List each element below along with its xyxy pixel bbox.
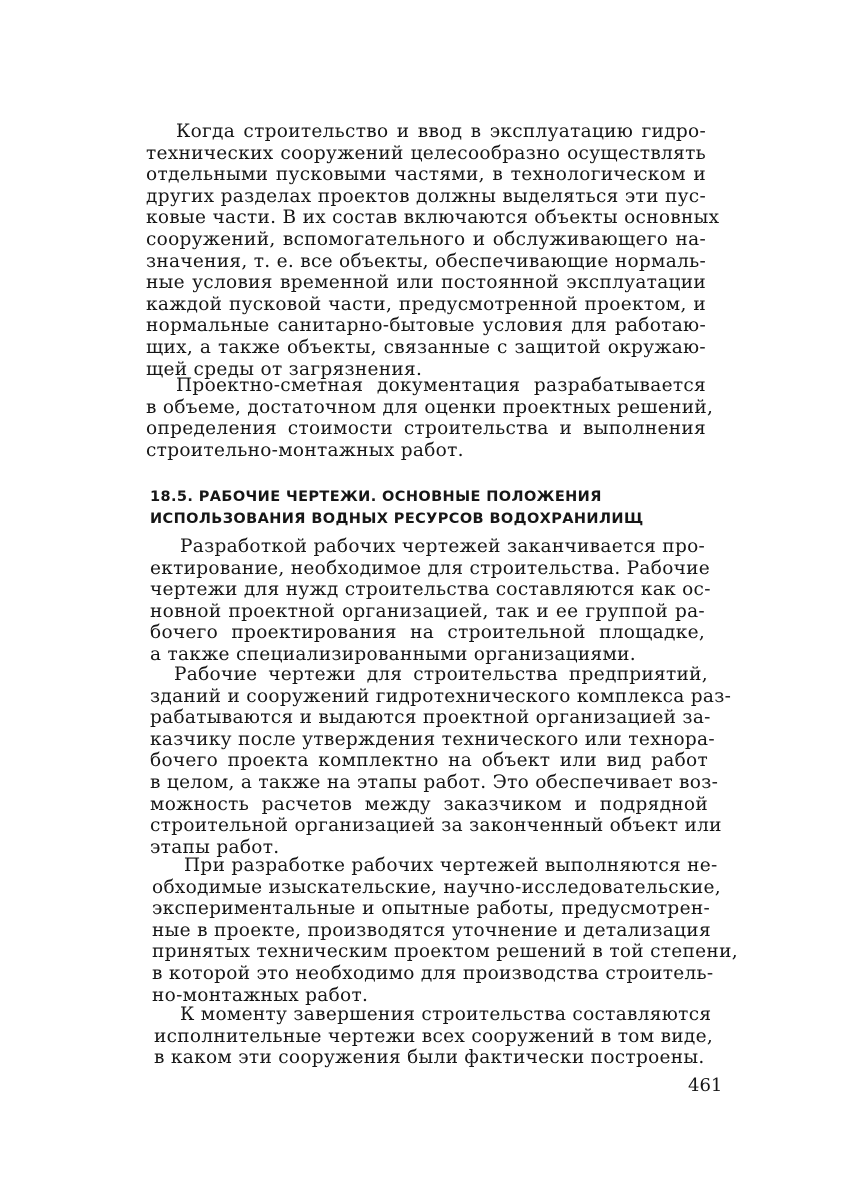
text-line: строительно-монтажных работ. — [146, 439, 464, 461]
text-line: ектирование, необходимое для строительства. Рабочие — [150, 557, 711, 579]
text-line: зданий и сооружений гидротехнического комплекса раз- — [150, 685, 732, 707]
text-line: но-монтажных работ. — [152, 984, 369, 1006]
text-line: каждой пусковой части, предусмотренной проектом, и — [146, 293, 706, 315]
paragraph — [150, 536, 711, 666]
text-line: щей среды от загрязнения. — [146, 358, 423, 380]
text-line: принятых техническим проектом решений в той степени, — [152, 941, 738, 963]
section-heading — [150, 486, 710, 530]
text-line: рабатываются и выдаются проектной организацией за- — [150, 707, 711, 729]
text-line: а также специализированными организациями. — [150, 643, 636, 665]
text-line: новной проектной организацией, так и ее группой ра- — [150, 600, 705, 622]
text-line: чертежи для нужд строительства составляются как ос- — [150, 579, 711, 601]
text-line: При разработке рабочих чертежей выполняются не- — [184, 855, 718, 876]
text-line: Разработкой рабочих чертежей заканчивается про- — [180, 536, 706, 557]
text-line: в объеме, достаточном для оценки проектных решений, — [146, 396, 714, 418]
text-line: в которой это необходимо для производства строитель- — [152, 962, 714, 984]
text-line: казчику после утверждения технического или технора- — [150, 728, 715, 750]
text-line: в каком эти сооружения были фактически построены. — [154, 1047, 705, 1069]
text-line: других разделах проектов должны выделяться эти пус- — [146, 185, 706, 207]
text-line: значения, т. е. все объекты, обеспечивающие нормаль- — [146, 250, 707, 272]
text-line: можность расчетов между заказчиком и подрядной — [150, 793, 708, 815]
text-line: К моменту завершения строительства составляются — [180, 1004, 712, 1025]
paragraph — [146, 121, 720, 380]
text-line: определения стоимости строительства и выполнения — [146, 418, 706, 440]
text-line: бочего проектирования на строительной площадке, — [150, 622, 705, 644]
text-line: Проектно-сметная документация разрабатывается — [176, 375, 706, 396]
text-line: обходимые изыскательские, научно-исследовательские, — [152, 876, 721, 898]
text-line: Когда строительство и ввод в эксплуатацию гидро- — [176, 121, 706, 142]
text-line: нормальные санитарно-бытовые условия для работаю- — [146, 315, 706, 337]
text-line: ковые части. В их состав включаются объекты основных — [146, 207, 720, 229]
text-line: ные условия временной или постоянной эксплуатации — [146, 272, 706, 294]
paragraph — [152, 855, 738, 1006]
text-line: строительной организацией за законченный объект или — [150, 815, 722, 837]
text-line: сооружений, вспомогательного и обслуживающего на- — [146, 228, 706, 250]
text-line: бочего проекта комплектно на объект или вид работ — [150, 750, 708, 772]
text-line: технических сооружений целесообразно осуществлять — [146, 142, 706, 164]
section-heading-line: ИСПОЛЬЗОВАНИЯ ВОДНЫХ РЕСУРСОВ ВОДОХРАНИЛИЩ — [150, 511, 644, 527]
paragraph — [146, 375, 714, 461]
text-line: ные в проекте, производятся уточнение и детализация — [152, 919, 711, 941]
paragraph — [150, 664, 732, 858]
text-line: этапы работ. — [150, 836, 280, 858]
text-line: щих, а также объекты, связанные с защитой окружаю- — [146, 336, 706, 358]
text-line: экспериментальные и опытные работы, предусмотрен- — [152, 898, 710, 920]
text-line: Рабочие чертежи для строительства предприятий, — [174, 664, 708, 685]
text-line: исполнительные чертежи всех сооружений в том виде, — [154, 1025, 714, 1047]
text-line: в целом, а также на этапы работ. Это обеспечивает воз- — [150, 771, 719, 793]
page-number: 461 — [688, 1075, 723, 1096]
section-heading-line: 18.5. РАБОЧИЕ ЧЕРТЕЖИ. ОСНОВНЫЕ ПОЛОЖЕНИЯ — [150, 489, 602, 505]
paragraph — [154, 1004, 714, 1069]
text-line: отдельными пусковыми частями, в технологическом и — [146, 164, 706, 186]
